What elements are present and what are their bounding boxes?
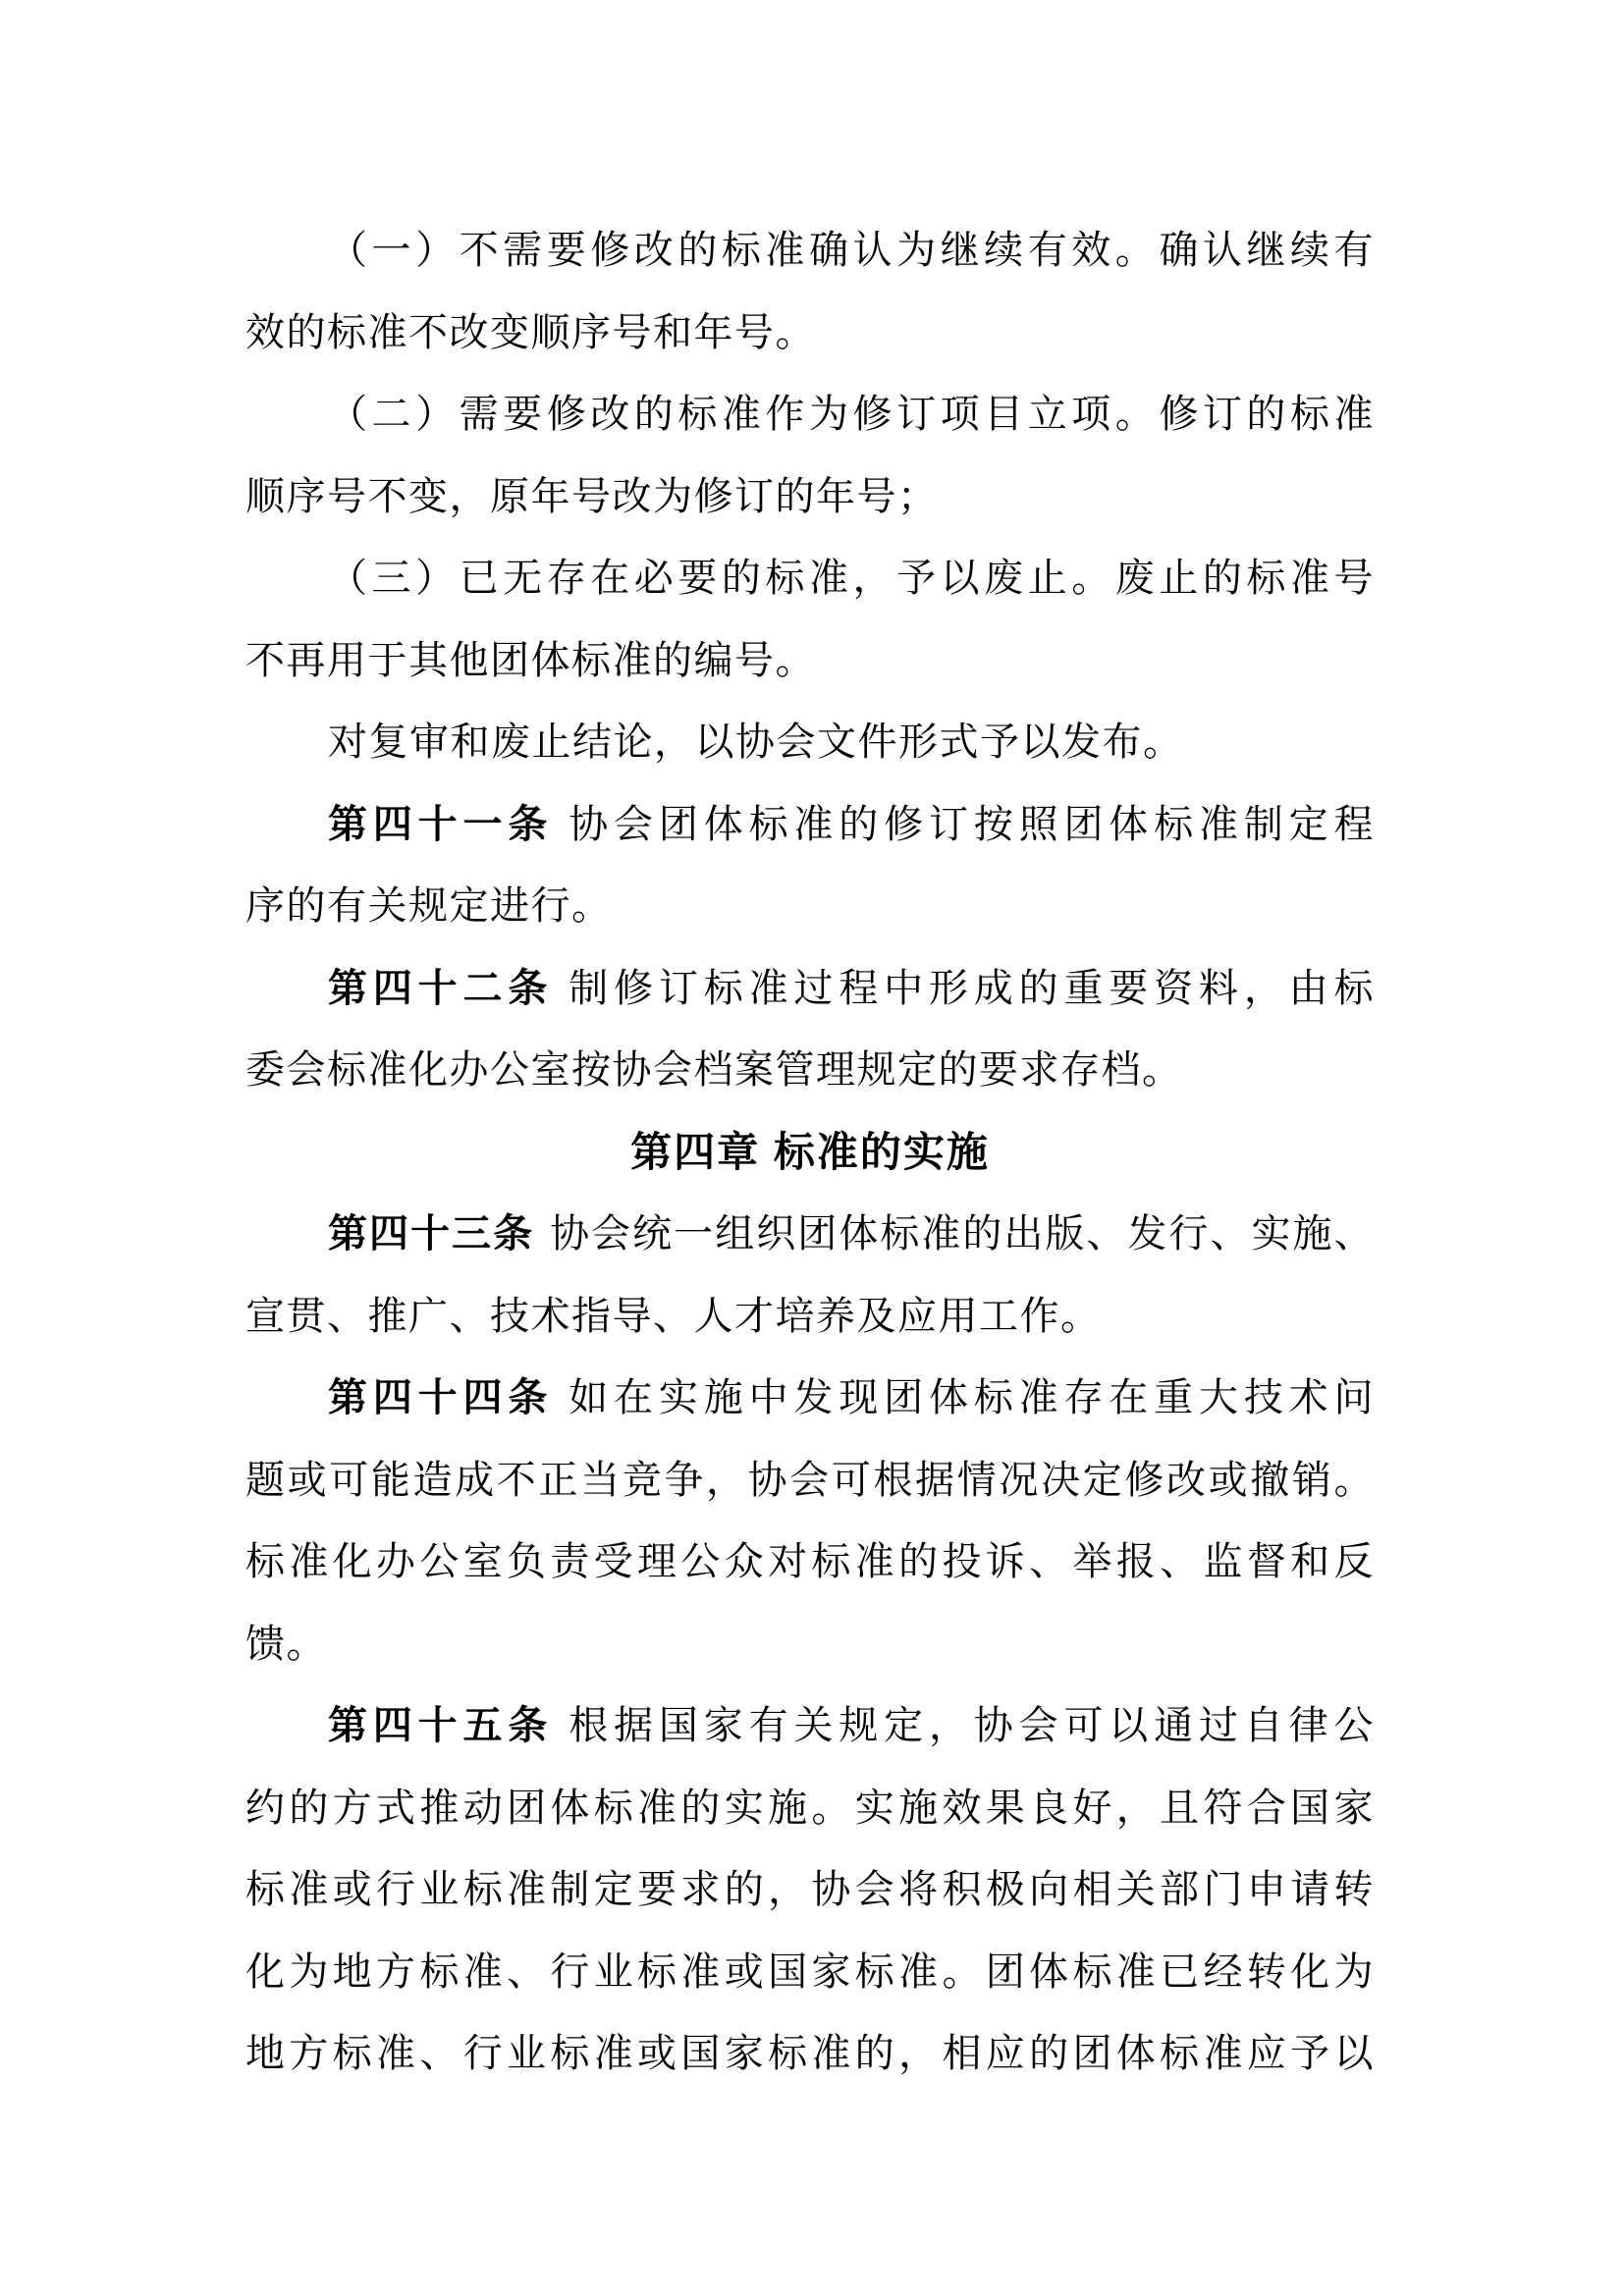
article-line	[245, 947, 1375, 1030]
text-line: 效的标准不改变顺序号和年号。	[245, 309, 816, 354]
article-number-label: 第四十四条	[328, 1375, 554, 1419]
text-line: 序的有关规定进行。	[245, 883, 613, 928]
text-line: 题或可能造成不正当竞争，协会可根据情况决定修改或撤销。	[245, 1457, 1375, 1502]
article-body-text: 协会团体标准的修订按照团体标准制定程	[568, 801, 1376, 846]
article-number-label: 第四十三条	[328, 1211, 535, 1255]
article-line	[245, 1684, 1375, 1767]
text-line: 不再用于其他团体标准的编号。	[245, 637, 816, 682]
text-line: 地方标准、行业标准或国家标准的，相应的团体标准应予以	[245, 2031, 1375, 2075]
text-line: （二）需要修改的标准作为修订项目立项。修订的标准	[328, 392, 1375, 436]
article-body-text: 协会统一组织团体标准的出版、发行、实施、	[550, 1211, 1376, 1255]
text-line: （一）不需要修改的标准确认为继续有效。确认继续有	[328, 228, 1375, 272]
text-line: 标准化办公室负责受理公众对标准的投诉、举报、监督和反	[245, 1539, 1375, 1583]
article-line	[245, 783, 1375, 866]
article-body-text: 根据国家有关规定，协会可以通过自律公	[568, 1703, 1376, 1747]
text-line: （三）已无存在必要的标准，予以废止。废止的标准号	[328, 556, 1375, 600]
document-text-block	[245, 209, 1375, 2095]
text-line: 化为地方标准、行业标准或国家标准。团体标准已经转化为	[245, 1949, 1375, 1994]
text-line: 顺序号不变，原年号改为修订的年号；	[245, 473, 939, 518]
text-line: 馈。	[245, 1621, 327, 1666]
article-line	[245, 1193, 1375, 1275]
text-line: 宣贯、推广、技术指导、人才培养及应用工作。	[245, 1293, 1102, 1338]
article-line	[245, 1357, 1375, 1439]
article-number-label: 第四十二条	[328, 965, 554, 1010]
article-number-label: 第四十五条	[328, 1703, 554, 1747]
article-body-text: 如在实施中发现团体标准存在重大技术问	[568, 1375, 1376, 1419]
text-line: 对复审和废止结论，以协会文件形式予以发布。	[328, 720, 1184, 764]
article-number-label: 第四十一条	[328, 801, 554, 846]
text-line: 标准或行业标准制定要求的，协会将积极向相关部门申请转	[245, 1867, 1375, 1911]
text-line: 约的方式推动团体标准的实施。实施效果良好，且符合国家	[245, 1785, 1375, 1830]
article-body-text: 制修订标准过程中形成的重要资料，由标	[568, 965, 1376, 1010]
chapter-heading: 第四章 标准的实施	[630, 1128, 990, 1175]
text-line: 委会标准化办公室按协会档案管理规定的要求存档。	[245, 1047, 1183, 1092]
